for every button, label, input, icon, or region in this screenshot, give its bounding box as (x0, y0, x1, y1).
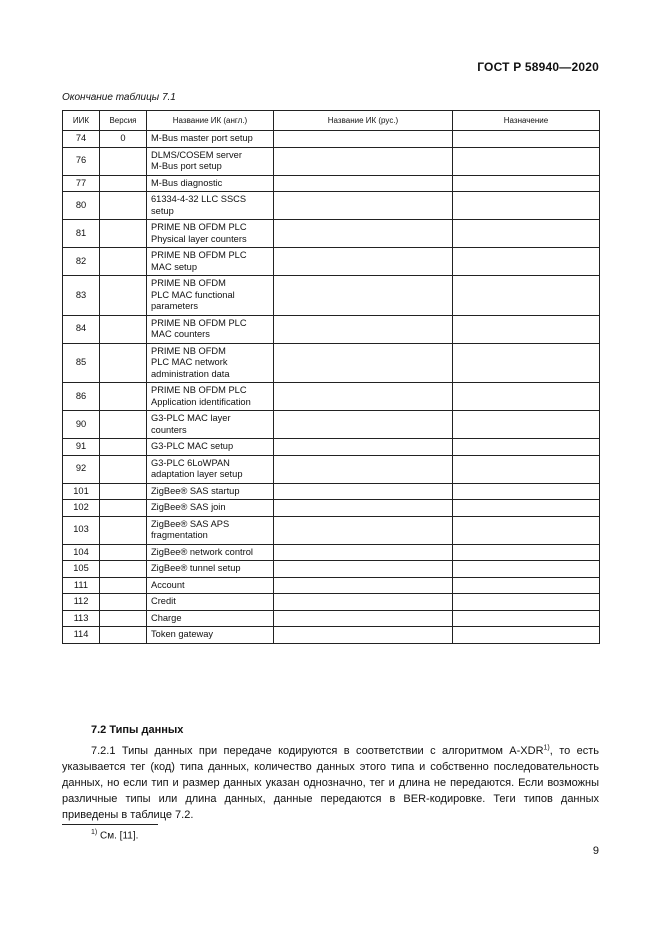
cell-name-ru (274, 516, 453, 544)
cell-name-ru (274, 315, 453, 343)
cell-name-en-line: MAC counters (151, 329, 210, 339)
cell-name-ru (274, 276, 453, 316)
cell-iik: 91 (63, 439, 100, 456)
footnote (91, 829, 138, 841)
cell-name-en-line: ZigBee® SAS join (151, 502, 226, 512)
cell-name-en (147, 276, 274, 316)
cell-name-ru (274, 248, 453, 276)
cell-version (100, 411, 147, 439)
table-body (63, 131, 600, 644)
cell-name-en-line: ZigBee® SAS APS (151, 518, 230, 529)
cell-version (100, 455, 147, 483)
cell-version (100, 315, 147, 343)
cell-name-en-line: fragmentation (151, 530, 208, 540)
document-standard-number: ГОСТ Р 58940—2020 (477, 60, 599, 74)
cell-purpose (453, 248, 600, 276)
cell-name-en-line: PRIME NB OFDM (151, 278, 226, 288)
cell-name-ru (274, 439, 453, 456)
cell-name-en-line: counters (151, 424, 187, 435)
paragraph-text-start: 7.2.1 Типы данных при передаче кодируются в соответствии с алгоритмом A-XDR (91, 745, 544, 757)
cell-name-ru (274, 455, 453, 483)
cell-name-ru (274, 483, 453, 500)
cell-version (100, 561, 147, 578)
cell-version (100, 610, 147, 627)
cell-version (100, 383, 147, 411)
cell-name-en (147, 455, 274, 483)
cell-name-ru (274, 561, 453, 578)
cell-name-en-line: PLC MAC network (151, 357, 228, 367)
cell-iik: 83 (63, 276, 100, 316)
cell-name-en-line: adaptation layer setup (151, 469, 243, 479)
table-row (63, 483, 600, 500)
cell-iik: 114 (63, 627, 100, 644)
cell-iik: 85 (63, 343, 100, 383)
cell-name-ru (274, 383, 453, 411)
cell-iik: 74 (63, 131, 100, 148)
table-row (63, 276, 600, 316)
cell-name-en (147, 343, 274, 383)
table-row (63, 516, 600, 544)
cell-name-en (147, 577, 274, 594)
footnote-reference: 1) (543, 744, 550, 752)
table-row (63, 455, 600, 483)
cell-version (100, 544, 147, 561)
cell-iik: 103 (63, 516, 100, 544)
cell-version (100, 248, 147, 276)
cell-version (100, 627, 147, 644)
cell-version (100, 439, 147, 456)
table-row (63, 147, 600, 175)
table-row (63, 610, 600, 627)
cell-name-en (147, 411, 274, 439)
cell-version (100, 220, 147, 248)
cell-name-en (147, 544, 274, 561)
cell-purpose (453, 343, 600, 383)
cell-name-en-line: PRIME NB OFDM PLC (151, 250, 247, 260)
cell-version (100, 343, 147, 383)
cell-name-en (147, 131, 274, 148)
cell-version (100, 483, 147, 500)
cell-name-ru (274, 544, 453, 561)
table-row (63, 315, 600, 343)
cell-iik: 92 (63, 455, 100, 483)
cell-name-en-line: parameters (151, 301, 199, 311)
cell-version (100, 192, 147, 220)
paragraph-text-end: , то есть указывается тег (код) типа данных, количество данных этого типа и собственно последовательность данных, но если тип и размер данных указан однозначно, тег и длина не передаются. Если возможны различные типы или длина данных, данные передаются в BER-кодировке. Теги типов данных приведены в таблице 7.2. (62, 745, 599, 821)
cell-name-ru (274, 577, 453, 594)
cell-purpose (453, 192, 600, 220)
cell-purpose (453, 455, 600, 483)
cell-name-ru (274, 192, 453, 220)
cell-purpose (453, 561, 600, 578)
cell-name-ru (274, 175, 453, 192)
column-header-name-en: Название ИК (англ.) (147, 111, 274, 131)
cell-iik: 76 (63, 147, 100, 175)
cell-version (100, 500, 147, 517)
cell-name-en-line: Token gateway (151, 629, 214, 639)
cell-iik: 101 (63, 483, 100, 500)
footnote-separator (62, 824, 158, 825)
cell-name-en (147, 483, 274, 500)
cell-purpose (453, 627, 600, 644)
table-row (63, 627, 600, 644)
cell-purpose (453, 315, 600, 343)
cell-name-en-line: Application identification (151, 396, 251, 407)
cell-iik: 86 (63, 383, 100, 411)
cell-name-en (147, 610, 274, 627)
footnote-text: См. [11]. (97, 830, 139, 842)
cell-purpose (453, 483, 600, 500)
cell-purpose (453, 516, 600, 544)
cell-purpose (453, 577, 600, 594)
cell-purpose (453, 175, 600, 192)
cell-name-en-line: Charge (151, 612, 182, 623)
table-row (63, 439, 600, 456)
cell-name-en-line: PRIME NB OFDM (151, 345, 226, 356)
cell-iik: 81 (63, 220, 100, 248)
cell-name-en (147, 516, 274, 544)
section-title: 7.2 Типы данных (91, 724, 184, 736)
cell-name-ru (274, 594, 453, 611)
table-row (63, 131, 600, 148)
page-number: 9 (592, 845, 599, 857)
cell-name-en-line: administration data (151, 368, 230, 379)
cell-version: 0 (100, 131, 147, 148)
cell-name-en-line: setup (151, 205, 174, 216)
cell-iik: 111 (63, 577, 100, 594)
cell-name-en-line: MAC setup (151, 261, 197, 272)
cell-iik: 90 (63, 411, 100, 439)
footnote-marker: 1) (91, 829, 98, 836)
cell-name-ru (274, 500, 453, 517)
cell-name-en-line: ZigBee® SAS startup (151, 485, 240, 496)
cell-name-en-line: M-Bus port setup (151, 161, 222, 171)
table-row (63, 383, 600, 411)
cell-purpose (453, 544, 600, 561)
cell-name-en (147, 192, 274, 220)
cell-name-en-line: PRIME NB OFDM PLC (151, 222, 247, 232)
cell-name-en-line: PLC MAC functional (151, 289, 235, 300)
cell-version (100, 594, 147, 611)
cell-purpose (453, 594, 600, 611)
cell-name-en (147, 383, 274, 411)
cell-name-en-line: G3-PLC 6LoWPAN (151, 457, 230, 468)
cell-purpose (453, 411, 600, 439)
table-row (63, 220, 600, 248)
table-row (63, 192, 600, 220)
cell-name-en-line: Account (151, 579, 185, 590)
column-header-name-ru: Название ИК (рус.) (274, 111, 453, 131)
cell-name-en (147, 627, 274, 644)
cell-name-en-line: Physical layer counters (151, 233, 247, 244)
column-header-purpose: Назначение (453, 111, 600, 131)
cell-name-ru (274, 131, 453, 148)
cell-version (100, 516, 147, 544)
table-row (63, 544, 600, 561)
column-header-iik: ИИК (63, 111, 100, 131)
cell-iik: 102 (63, 500, 100, 517)
cell-name-en-line: M-Bus diagnostic (151, 177, 223, 188)
cell-purpose (453, 147, 600, 175)
cell-purpose (453, 220, 600, 248)
table-caption: Окончание таблицы 7.1 (62, 92, 176, 103)
data-table (62, 110, 600, 644)
cell-iik: 80 (63, 192, 100, 220)
cell-name-ru (274, 610, 453, 627)
table-row (63, 343, 600, 383)
cell-name-ru (274, 411, 453, 439)
cell-purpose (453, 439, 600, 456)
cell-name-en-line: 61334-4-32 LLC SSCS (151, 194, 247, 204)
cell-name-ru (274, 147, 453, 175)
table-row (63, 175, 600, 192)
table-row (63, 500, 600, 517)
table-row (63, 561, 600, 578)
cell-name-en (147, 439, 274, 456)
cell-purpose (453, 276, 600, 316)
cell-name-en-line: DLMS/COSEM server (151, 149, 242, 160)
cell-name-en (147, 248, 274, 276)
cell-iik: 82 (63, 248, 100, 276)
cell-name-en (147, 500, 274, 517)
cell-iik: 105 (63, 561, 100, 578)
cell-iik: 113 (63, 610, 100, 627)
cell-purpose (453, 131, 600, 148)
cell-version (100, 577, 147, 594)
table-header-row (63, 111, 600, 131)
cell-name-en (147, 147, 274, 175)
cell-name-en-line: ZigBee® tunnel setup (151, 563, 241, 573)
cell-name-ru (274, 343, 453, 383)
cell-name-en (147, 220, 274, 248)
cell-name-en-line: M-Bus master port setup (151, 133, 253, 143)
cell-purpose (453, 500, 600, 517)
cell-purpose (453, 383, 600, 411)
table-row (63, 577, 600, 594)
cell-name-ru (274, 627, 453, 644)
cell-name-en (147, 175, 274, 192)
cell-version (100, 175, 147, 192)
section-paragraph (62, 743, 599, 823)
cell-name-en-line: ZigBee® network control (151, 546, 253, 557)
cell-iik: 77 (63, 175, 100, 192)
cell-name-en (147, 561, 274, 578)
table-row (63, 248, 600, 276)
cell-iik: 104 (63, 544, 100, 561)
cell-name-ru (274, 220, 453, 248)
table-row (63, 594, 600, 611)
cell-name-en (147, 594, 274, 611)
cell-name-en-line: G3-PLC MAC layer (151, 413, 231, 423)
cell-version (100, 276, 147, 316)
cell-name-en (147, 315, 274, 343)
cell-name-en-line: PRIME NB OFDM PLC (151, 385, 247, 395)
cell-version (100, 147, 147, 175)
cell-name-en-line: G3-PLC MAC setup (151, 441, 234, 451)
cell-name-en-line: Credit (151, 596, 176, 606)
cell-iik: 112 (63, 594, 100, 611)
table-row (63, 411, 600, 439)
cell-iik: 84 (63, 315, 100, 343)
cell-purpose (453, 610, 600, 627)
cell-name-en-line: PRIME NB OFDM PLC (151, 317, 247, 328)
column-header-version: Версия (100, 111, 147, 131)
